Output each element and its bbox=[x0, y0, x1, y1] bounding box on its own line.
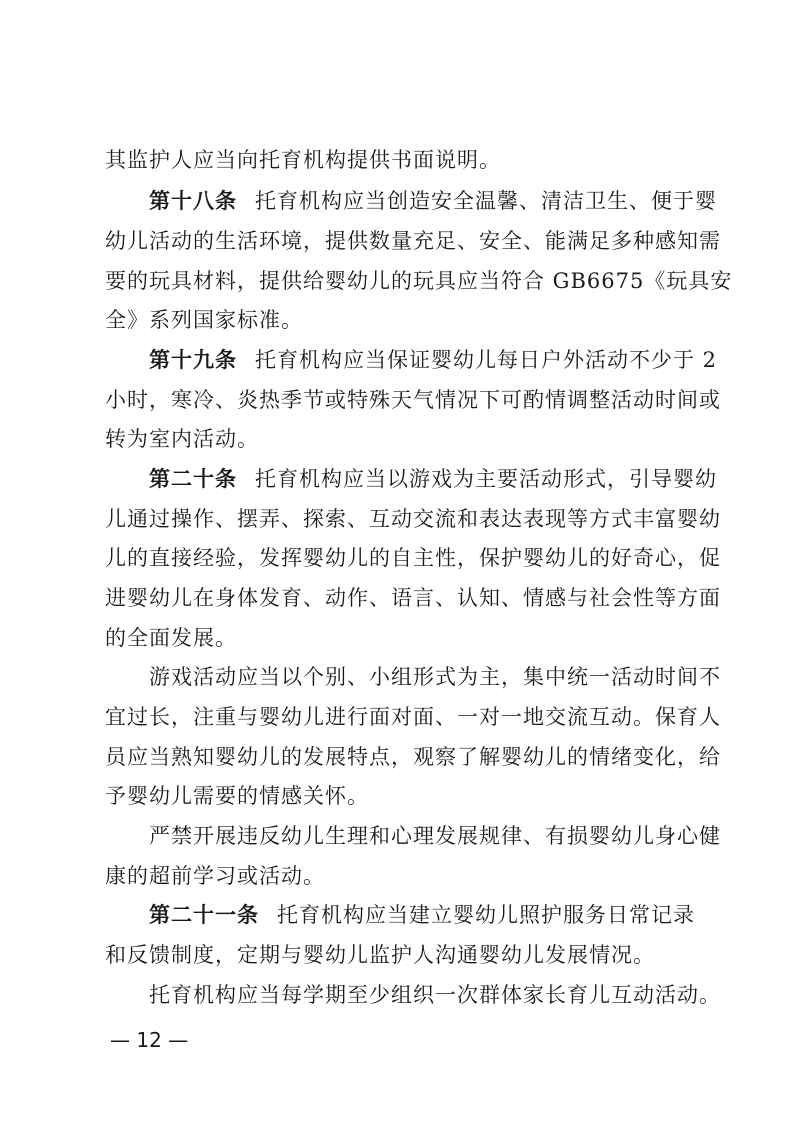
text-line: 严禁开展违反幼儿生理和心理发展规律、有损婴幼儿身心健 bbox=[149, 824, 721, 848]
text-line: 全》系列国家标准。 bbox=[105, 308, 303, 332]
article-number: 第二十一条 bbox=[149, 903, 259, 927]
page-number: — 12 — bbox=[110, 1028, 189, 1052]
text-line: 的全面发展。 bbox=[105, 626, 237, 650]
text-line: 托育机构应当每学期至少组织一次群体家长育儿互动活动。 bbox=[149, 983, 721, 1007]
text-line: 托育机构应当创造安全温馨、清洁卫生、便于婴 bbox=[255, 189, 717, 213]
text-line: 和反馈制度，定期与婴幼儿监护人沟通婴幼儿发展情况。 bbox=[105, 943, 655, 967]
text-line: 康的超前学习或活动。 bbox=[105, 864, 325, 888]
text-line: 托育机构应当保证婴幼儿每日户外活动不少于 2 bbox=[255, 348, 718, 372]
text-line: 予婴幼儿需要的情感关怀。 bbox=[105, 784, 369, 808]
article-18-first-line bbox=[149, 188, 717, 214]
text-line: 托育机构应当以游戏为主要活动形式，引导婴幼 bbox=[255, 467, 717, 491]
article-21-first-line bbox=[149, 902, 695, 928]
text-line: 其监护人应当向托育机构提供书面说明。 bbox=[105, 148, 501, 172]
text-line: 进婴幼儿在身体发育、动作、语言、认知、情感与社会性等方面 bbox=[105, 586, 721, 610]
text-line: 小时，寒冷、炎热季节或特殊天气情况下可酌情调整活动时间或 bbox=[105, 388, 721, 412]
article-number: 第十九条 bbox=[149, 348, 237, 372]
text-line: 托育机构应当建立婴幼儿照护服务日常记录 bbox=[277, 903, 695, 927]
article-number: 第十八条 bbox=[149, 189, 237, 213]
text-line: 要的玩具材料，提供给婴幼儿的玩具应当符合 GB6675《玩具安 bbox=[105, 269, 733, 293]
text-line: 儿的直接经验，发挥婴幼儿的自主性，保护婴幼儿的好奇心，促 bbox=[105, 546, 721, 570]
text-line: 转为室内活动。 bbox=[105, 427, 259, 451]
text-line: 宜过长，注重与婴幼儿进行面对面、一对一地交流互动。保育人 bbox=[105, 705, 721, 729]
text-line: 儿通过操作、摆弄、探索、互动交流和表达表现等方式丰富婴幼 bbox=[105, 507, 721, 531]
article-20-first-line bbox=[149, 466, 717, 492]
text-line: 游戏活动应当以个别、小组形式为主，集中统一活动时间不 bbox=[149, 665, 721, 689]
text-line: 幼儿活动的生活环境，提供数量充足、安全、能满足多种感知需 bbox=[105, 229, 721, 253]
text-line: 员应当熟知婴幼儿的发展特点，观察了解婴幼儿的情绪变化，给 bbox=[105, 745, 721, 769]
article-19-first-line bbox=[149, 347, 718, 373]
article-number: 第二十条 bbox=[149, 467, 237, 491]
